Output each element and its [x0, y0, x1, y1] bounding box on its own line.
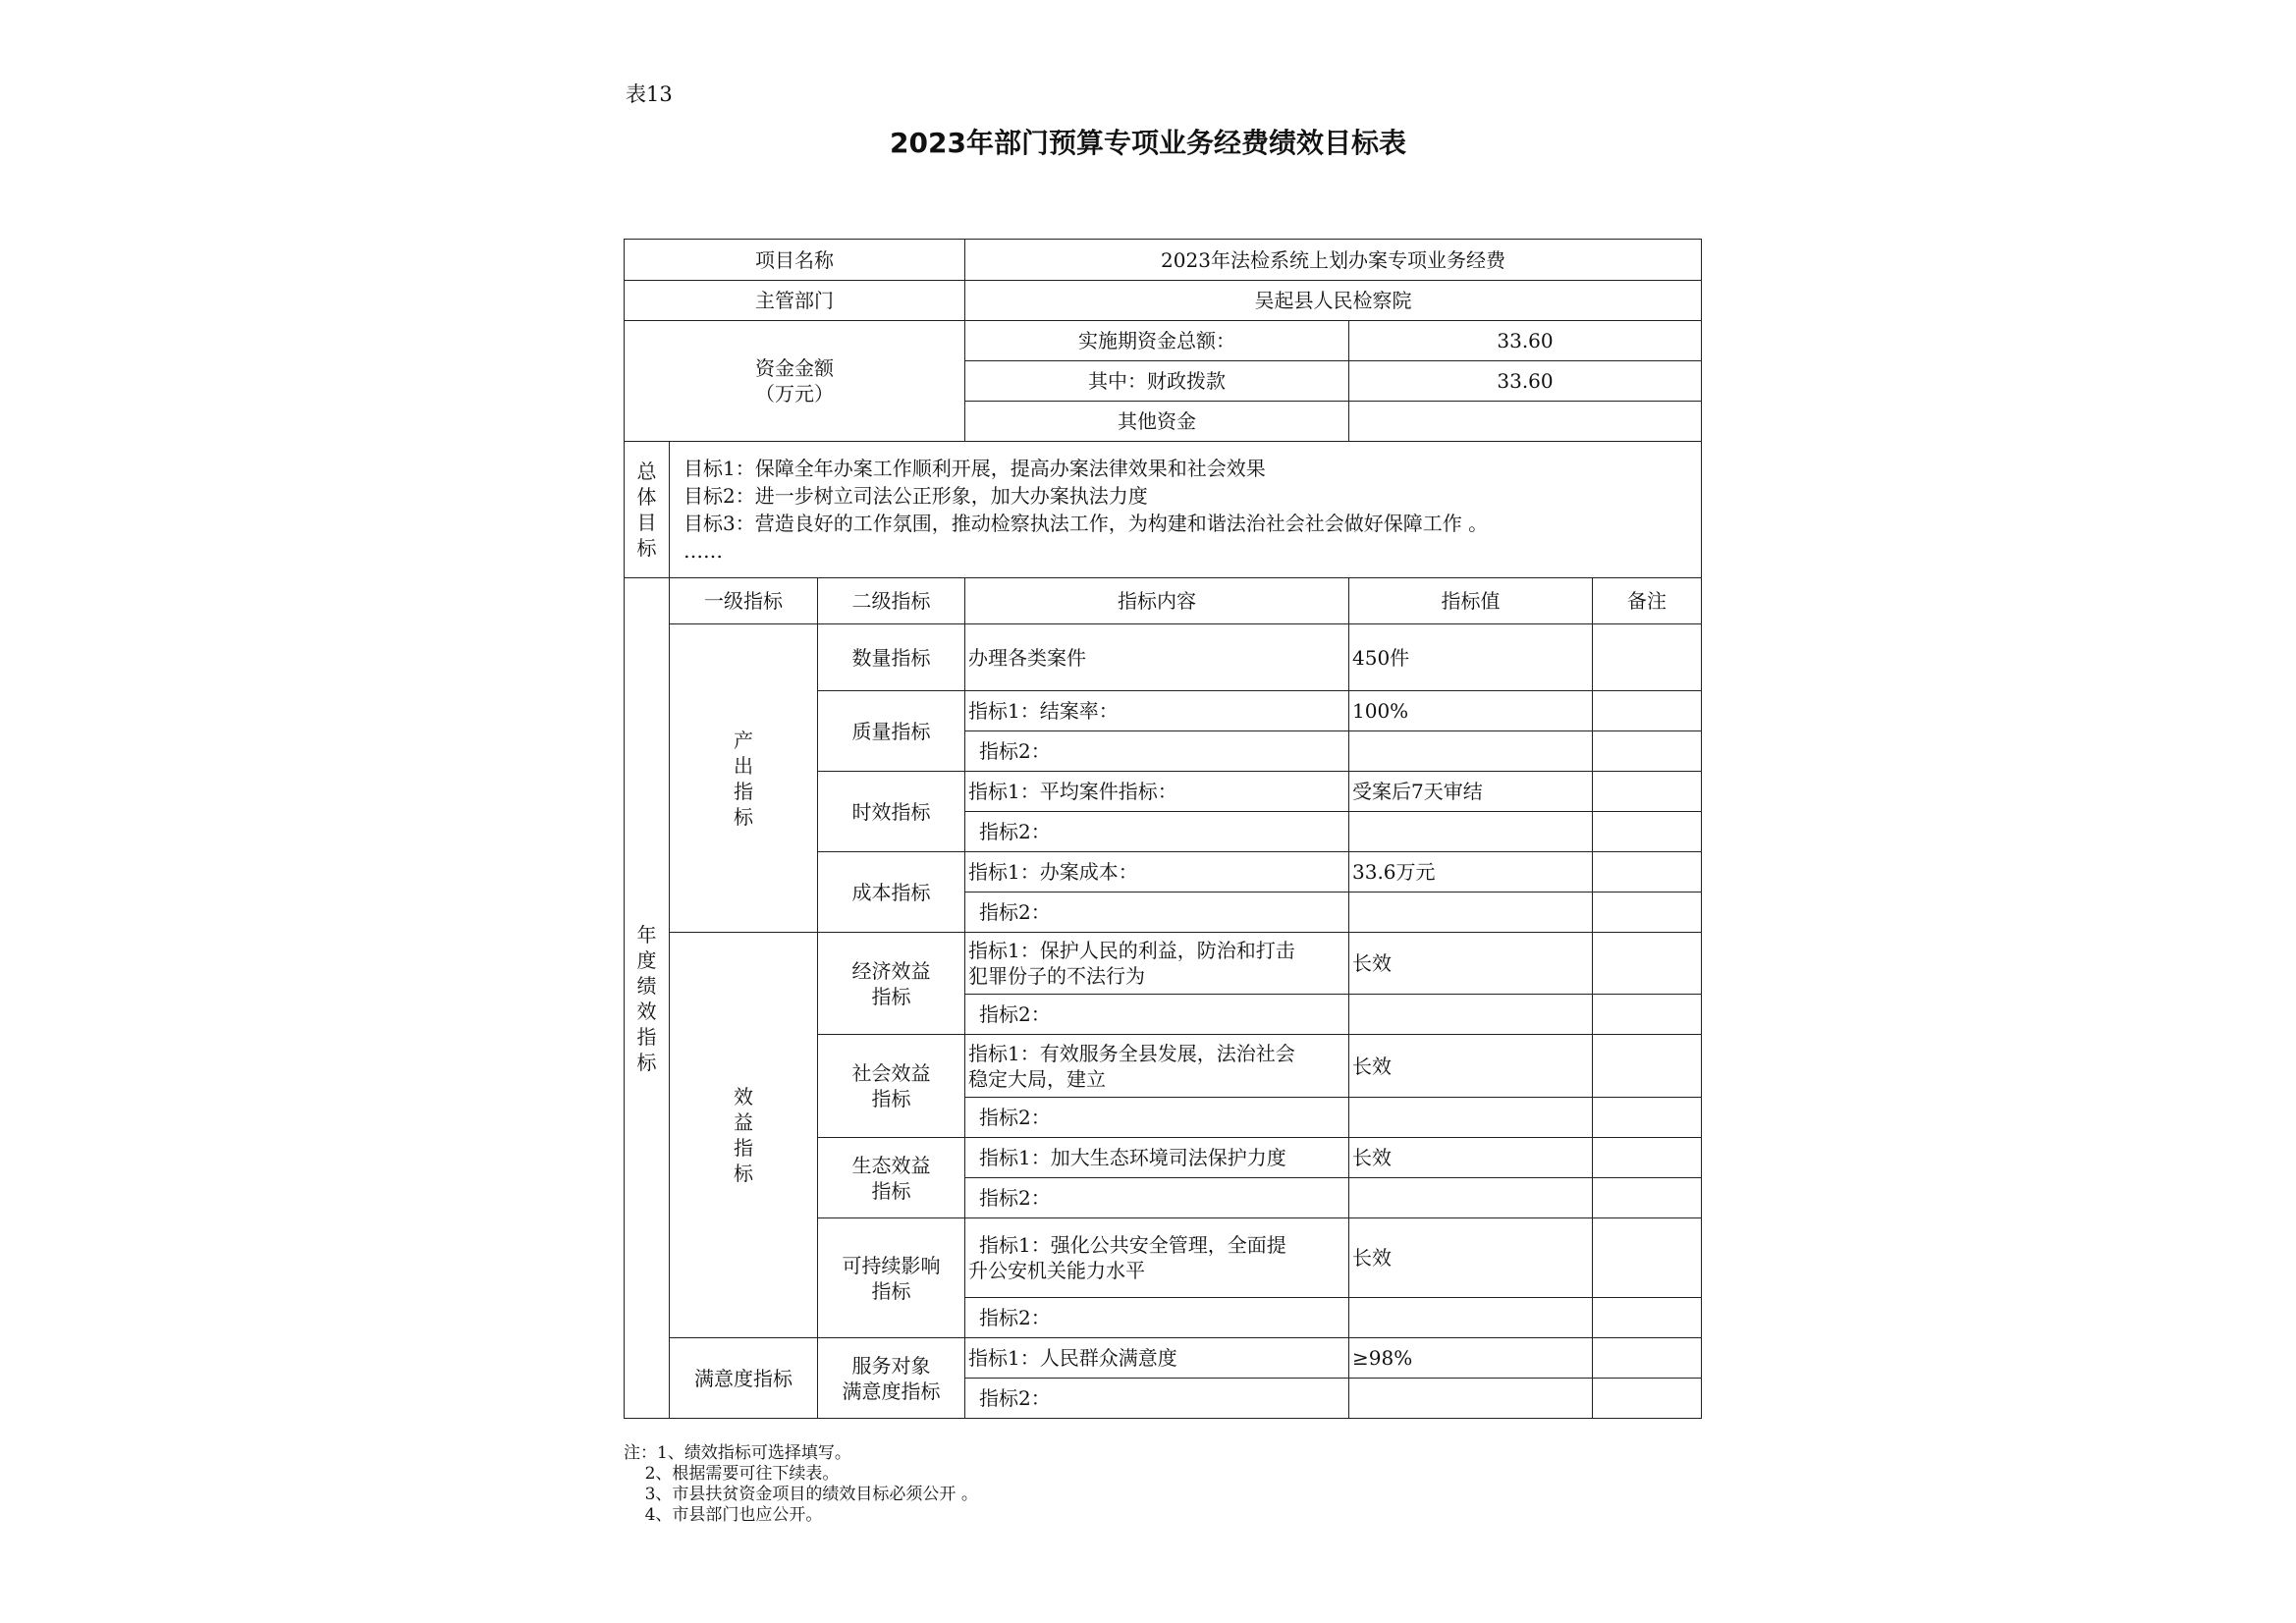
- remark-cell: [1593, 1379, 1702, 1419]
- project-name-value: 2023年法检系统上划办案专项业务经费: [965, 240, 1702, 281]
- other-funds-value: [1349, 402, 1702, 442]
- performance-table: [624, 239, 1702, 1419]
- indicator-value: 长效: [1349, 1035, 1593, 1098]
- quality-indicator: 质量指标: [818, 691, 965, 772]
- indicator-value: [1349, 893, 1593, 933]
- service-satisfaction-indicator: 服务对象 满意度指标: [818, 1338, 965, 1419]
- remark-cell: [1593, 1218, 1702, 1298]
- footnote: 3、市县扶贫资金项目的绩效目标必须公开 。: [624, 1485, 978, 1504]
- footnote: 注：1、绩效指标可选择填写。: [624, 1443, 851, 1463]
- table-label: 表13: [626, 82, 673, 106]
- remark-cell: [1593, 933, 1702, 995]
- indicator-value: 100%: [1349, 691, 1593, 731]
- remark-cell: [1593, 772, 1702, 812]
- column-header: 备注: [1593, 578, 1702, 624]
- indicator-content: 指标2：: [965, 995, 1349, 1035]
- remark-cell: [1593, 1298, 1702, 1338]
- satisfaction-indicator-label: 满意度指标: [670, 1338, 818, 1419]
- remark-cell: [1593, 1098, 1702, 1138]
- total-funds-label: 实施期资金总额：: [965, 321, 1349, 361]
- remark-cell: [1593, 1138, 1702, 1178]
- indicator-content: 指标1：办案成本：: [965, 852, 1349, 893]
- footnote: 4、市县部门也应公开。: [624, 1505, 823, 1525]
- sustainable-impact-indicator: 可持续影响 指标: [818, 1218, 965, 1338]
- quantity-indicator: 数量指标: [818, 624, 965, 691]
- fiscal-funds-label: 其中：财政拨款: [965, 361, 1349, 402]
- indicator-content: 指标1：人民群众满意度: [965, 1338, 1349, 1379]
- indicator-value: 长效: [1349, 1218, 1593, 1298]
- indicator-value: 33.6万元: [1349, 852, 1593, 893]
- indicator-value: 450件: [1349, 624, 1593, 691]
- dept-label: 主管部门: [625, 281, 965, 321]
- indicator-content: 指标2：: [965, 1379, 1349, 1419]
- indicator-content: 办理各类案件: [965, 624, 1349, 691]
- overall-goal-label: 总 体 目 标: [625, 442, 670, 578]
- remark-cell: [1593, 624, 1702, 691]
- indicator-content: 指标2：: [965, 1178, 1349, 1218]
- indicator-value: [1349, 812, 1593, 852]
- footnotes: [624, 1443, 978, 1526]
- page-title: 2023年部门预算专项业务经费绩效目标表: [890, 127, 1406, 159]
- other-funds-label: 其他资金: [965, 402, 1349, 442]
- indicator-content: 指标2：: [965, 1298, 1349, 1338]
- indicator-content: 指标1：加大生态环境司法保护力度: [965, 1138, 1349, 1178]
- indicator-content: 指标1：保护人民的利益，防治和打击 犯罪份子的不法行为: [965, 933, 1349, 995]
- cost-indicator: 成本指标: [818, 852, 965, 933]
- indicator-content: 指标2：: [965, 1098, 1349, 1138]
- indicator-content: 指标1：强化公共安全管理，全面提 升公安机关能力水平: [965, 1218, 1349, 1298]
- fiscal-funds-value: 33.60: [1349, 361, 1702, 402]
- indicator-content: 指标1：平均案件指标：: [965, 772, 1349, 812]
- annual-indicator-label: 年 度 绩 效 指 标: [625, 578, 670, 1419]
- column-header: 一级指标: [670, 578, 818, 624]
- indicator-content: 指标1：结案率：: [965, 691, 1349, 731]
- indicator-value: 受案后7天审结: [1349, 772, 1593, 812]
- column-header: 二级指标: [818, 578, 965, 624]
- remark-cell: [1593, 995, 1702, 1035]
- column-header: 指标值: [1349, 578, 1593, 624]
- economic-benefit-indicator: 经济效益 指标: [818, 933, 965, 1035]
- indicator-value: ≥98%: [1349, 1338, 1593, 1379]
- indicator-content: 指标2：: [965, 731, 1349, 772]
- total-funds-value: 33.60: [1349, 321, 1702, 361]
- benefit-indicator-label: 效 益 指 标: [670, 933, 818, 1338]
- indicator-content: 指标2：: [965, 893, 1349, 933]
- remark-cell: [1593, 731, 1702, 772]
- overall-goals: 目标1：保障全年办案工作顺利开展，提高办案法律效果和社会效果 目标2：进一步树立司法公正形象，加大办案执法力度 目标3：营造良好的工作氛围，推动检察执法工作，为构建和谐法治社会社会做好保障工作 。 ……: [670, 442, 1702, 578]
- indicator-content: 指标2：: [965, 812, 1349, 852]
- column-header: 指标内容: [965, 578, 1349, 624]
- remark-cell: [1593, 812, 1702, 852]
- remark-cell: [1593, 691, 1702, 731]
- indicator-value: [1349, 1178, 1593, 1218]
- indicator-value: 长效: [1349, 933, 1593, 995]
- indicator-value: [1349, 1379, 1593, 1419]
- remark-cell: [1593, 1178, 1702, 1218]
- footnote: 2、根据需要可往下续表。: [624, 1464, 840, 1484]
- remark-cell: [1593, 1338, 1702, 1379]
- indicator-value: [1349, 1098, 1593, 1138]
- indicator-value: [1349, 1298, 1593, 1338]
- project-name-label: 项目名称: [625, 240, 965, 281]
- ecological-benefit-indicator: 生态效益 指标: [818, 1138, 965, 1218]
- dept-value: 吴起县人民检察院: [965, 281, 1702, 321]
- social-benefit-indicator: 社会效益 指标: [818, 1035, 965, 1138]
- output-indicator-label: 产 出 指 标: [670, 624, 818, 933]
- remark-cell: [1593, 1035, 1702, 1098]
- remark-cell: [1593, 893, 1702, 933]
- timeliness-indicator: 时效指标: [818, 772, 965, 852]
- indicator-value: 长效: [1349, 1138, 1593, 1178]
- indicator-value: [1349, 731, 1593, 772]
- funds-label: 资金金额 （万元）: [625, 321, 965, 442]
- remark-cell: [1593, 852, 1702, 893]
- indicator-value: [1349, 995, 1593, 1035]
- indicator-content: 指标1：有效服务全县发展，法治社会 稳定大局，建立: [965, 1035, 1349, 1098]
